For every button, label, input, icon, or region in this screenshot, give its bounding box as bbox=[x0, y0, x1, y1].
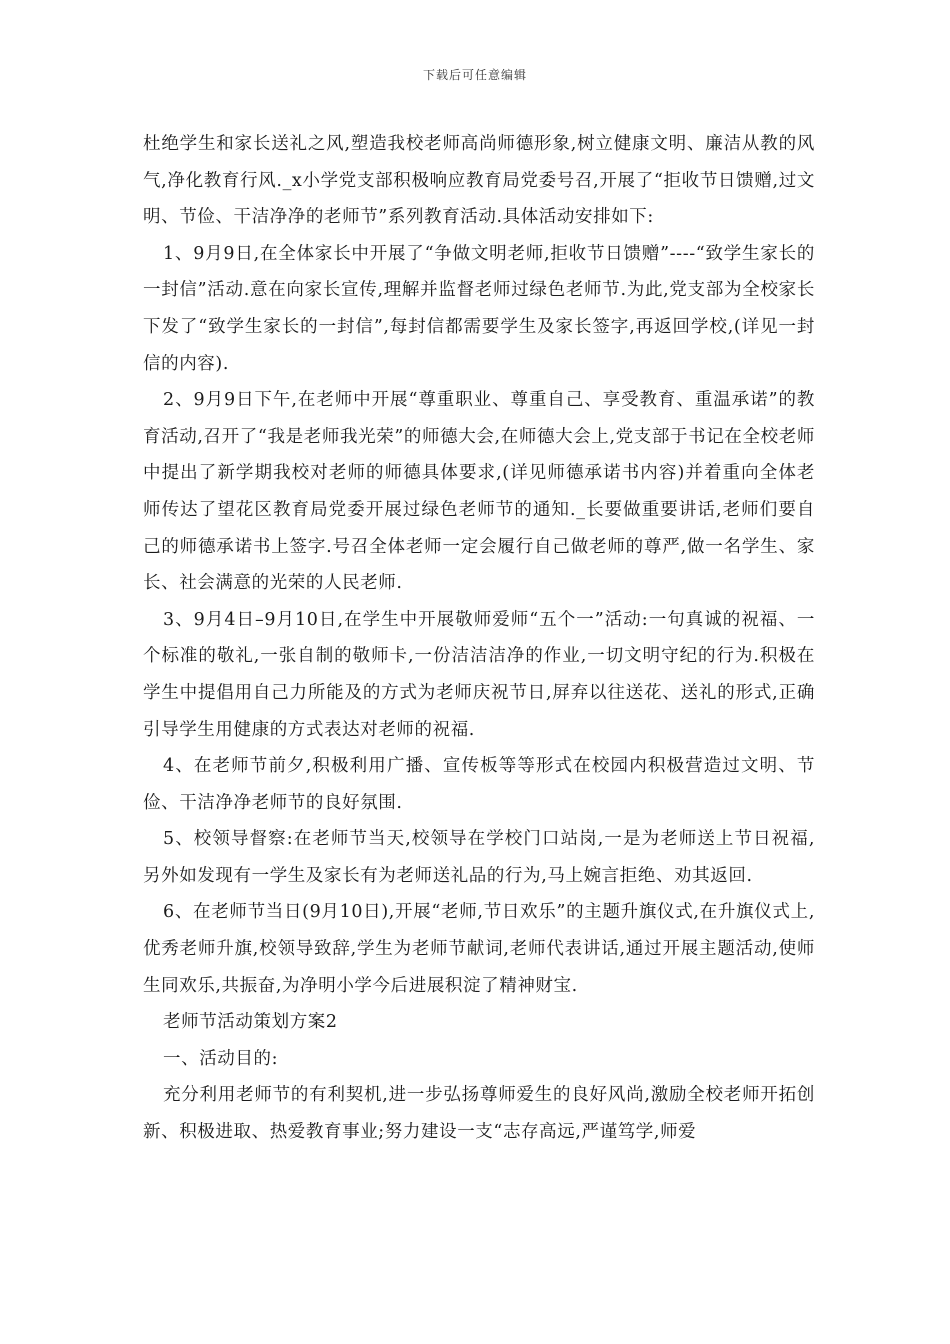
paragraph-item-4: 4、在老师节前夕,积极利用广播、宣传板等等形式在校园内积极营造过文明、节俭、干洁净净老师节的良好氛围. bbox=[143, 756, 815, 813]
paragraph-intro: 杜绝学生和家长送礼之风,塑造我校老师高尚师德形象,树立健康文明、廉洁从教的风气,净化教育行风._x小学党支部积极响应教育局党委号召,开展了“拒收节日馈赠,过文明、节俭、干洁净净的老师节”系列教育活动.具体活动安排如下: bbox=[143, 134, 815, 228]
section-title: 老师节活动策划方案2 bbox=[163, 1012, 338, 1033]
paragraph-item-1: 1、9月9日,在全体家长中开展了“争做文明老师,拒收节日馈赠”----“致学生家长的一封信”活动.意在向家长宣传,理解并监督老师过绿色老师节.为此,党支部为全校家长下发了“致学生家长的一封信”,每封信都需要学生及家长签字,再返回学校,(详见一封信的内容). bbox=[143, 243, 815, 374]
document-body bbox=[143, 126, 815, 1151]
paragraph-purpose: 充分利用老师节的有利契机,进一步弘扬尊师爱生的良好风尚,激励全校老师开拓创新、积极进取、热爱教育事业;努力建设一支“志存高远,严谨笃学,师爱 bbox=[143, 1085, 815, 1143]
paragraph-item-3: 3、9月4日–9月10日,在学生中开展敬师爱师“五个一”活动:一句真诚的祝福、一个标准的敬礼,一张自制的敬师卡,一份洁洁洁净的作业,一切文明守纪的行为.积极在学生中提倡用自己力所能及的方式为老师庆祝节日,屏弃以往送花、送礼的形式,正确引导学生用健康的方式表达对老师的祝福. bbox=[143, 609, 815, 740]
paragraph-item-2: 2、9月9日下午,在老师中开展“尊重职业、尊重自己、享受教育、重温承诺”的教育活动,召开了“我是老师我光荣”的师德大会,在师德大会上,党支部于书记在全校老师中提出了新学期我校对老师的师德具体要求,(详见师德承诺书内容)并着重向全体老师传达了望花区教育局党委开展过绿色老师节的通知._长要做重要讲话,老师们要自己的师德承诺书上签字.号召全体老师一定会履行自己做老师的尊严,做一名学生、家长、社会满意的光荣的人民老师. bbox=[143, 390, 815, 594]
header-note: 下载后可任意编辑 bbox=[422, 68, 527, 82]
section-heading-purpose: 一、活动目的: bbox=[163, 1048, 279, 1069]
paragraph-item-6: 6、在老师节当日(9月10日),开展“老师,节日欢乐”的主题升旗仪式,在升旗仪式上,优秀老师升旗,校领导致辞,学生为老师节献词,老师代表讲话,通过开展主题活动,使师生同欢乐,共振奋,为净明小学今后进展积淀了精神财宝. bbox=[143, 902, 815, 996]
paragraph-item-5: 5、校领导督察:在老师节当天,校领导在学校门口站岗,一是为老师送上节日祝福,另外如发现有一学生及家长有为老师送礼品的行为,马上婉言拒绝、劝其返回. bbox=[143, 829, 815, 886]
